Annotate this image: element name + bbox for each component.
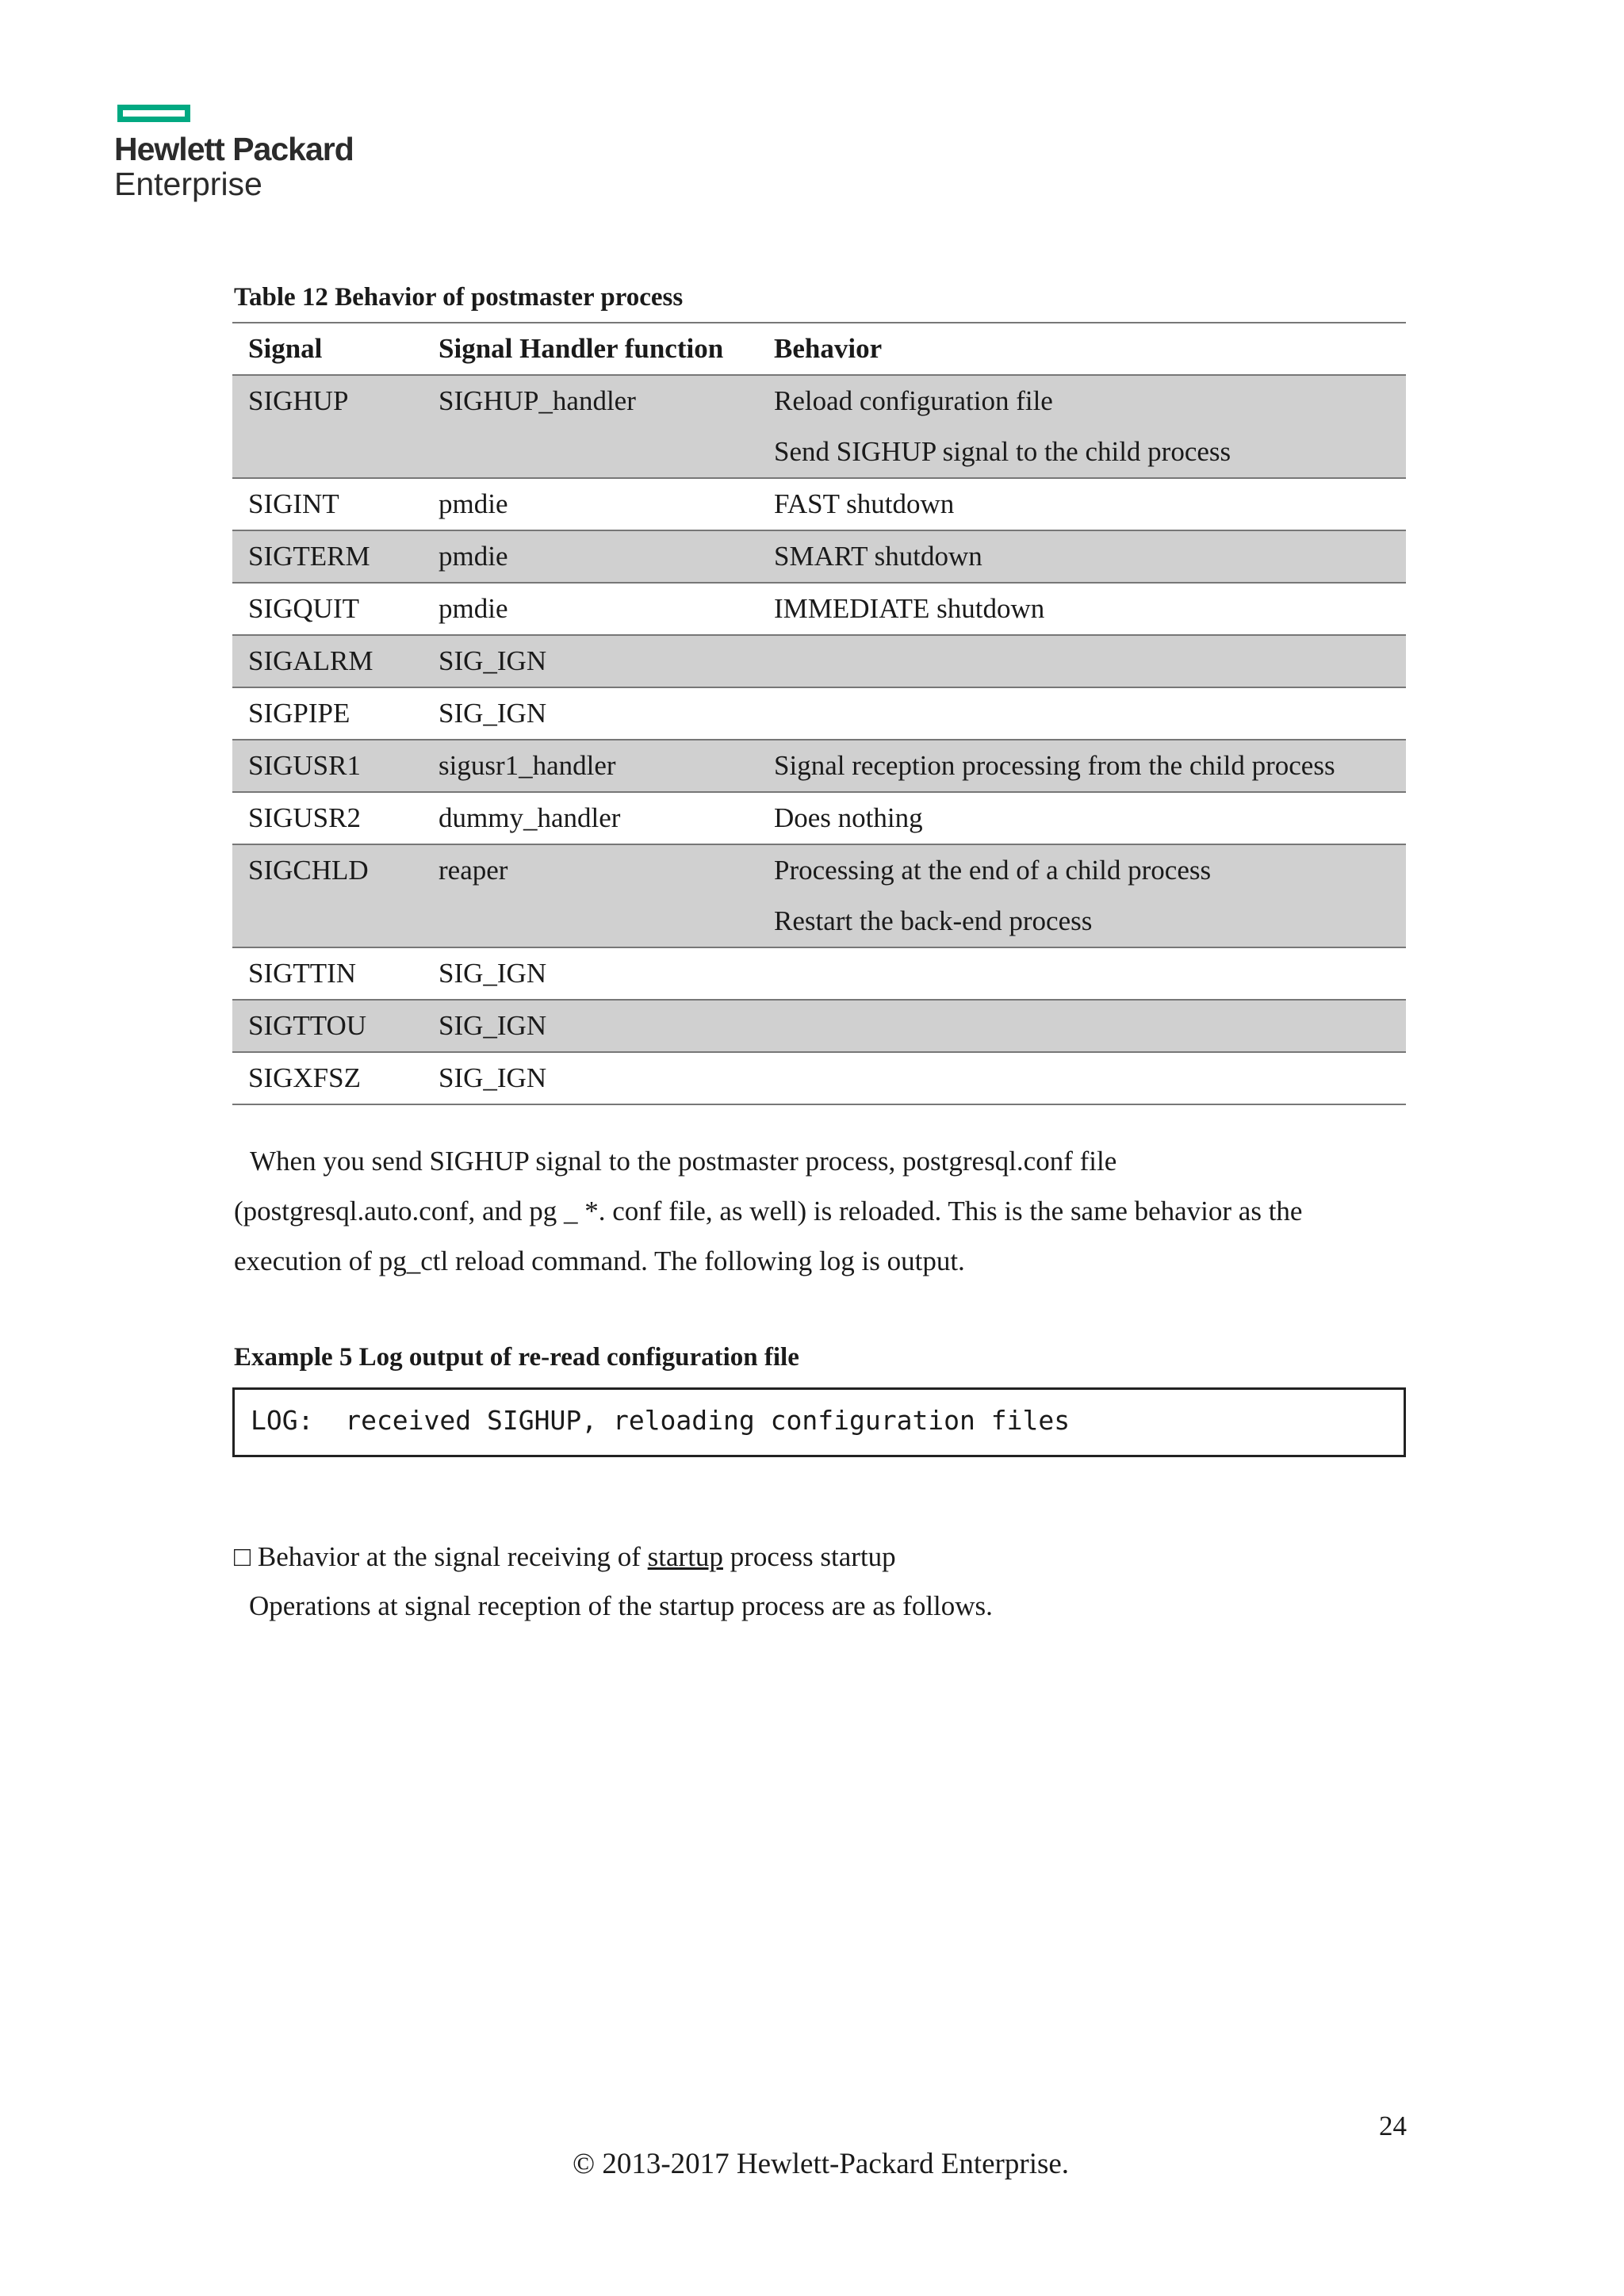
- cell-signal: SIGTTIN: [248, 958, 357, 989]
- cell-behavior: FAST shutdown: [774, 488, 955, 519]
- behavior-line: Restart the back-end process: [774, 905, 1093, 936]
- table-row: [232, 740, 1406, 792]
- cell-handler: SIG_IGN: [439, 645, 547, 676]
- cell-handler: SIG_IGN: [439, 698, 547, 729]
- cell-behavior: [758, 687, 1406, 740]
- copyright-footer: © 2013-2017 Hewlett-Packard Enterprise.: [572, 2148, 1070, 2180]
- cell-behavior: [758, 375, 1406, 478]
- table-row: [232, 635, 1406, 687]
- header-signal: Signal: [248, 333, 323, 364]
- cell-handler: SIGHUP_handler: [439, 385, 636, 416]
- table-row: [232, 687, 1406, 740]
- cell-handler: SIG_IGN: [439, 1062, 547, 1093]
- cell-behavior: [758, 1052, 1406, 1104]
- cell-handler: reaper: [439, 855, 508, 886]
- cell-behavior: [758, 947, 1406, 1000]
- paragraph-line: (postgresql.auto.conf, and pg _ *. conf file, as well) is reloaded. This is the same behavior as the: [234, 1196, 1303, 1226]
- page-number: 24: [1379, 2110, 1407, 2141]
- hpe-logo: [114, 105, 354, 201]
- example-caption: Example 5 Log output of re-read configuration file: [234, 1343, 799, 1372]
- table-row: [232, 844, 1406, 947]
- bullet-item: [234, 1533, 896, 1581]
- table-row: [232, 947, 1406, 1000]
- table-row: [232, 1052, 1406, 1104]
- cell-behavior: [758, 1000, 1406, 1052]
- cell-signal: SIGTERM: [248, 541, 370, 572]
- cell-behavior: SMART shutdown: [774, 541, 982, 572]
- body-paragraph: [234, 1136, 1408, 1286]
- cell-handler: dummy_handler: [439, 802, 621, 833]
- cell-behavior: [758, 844, 1406, 947]
- cell-signal: SIGUSR2: [248, 802, 361, 833]
- cell-signal: SIGALRM: [248, 645, 373, 676]
- cell-handler: sigusr1_handler: [439, 750, 616, 781]
- header-handler: Signal Handler function: [439, 333, 724, 364]
- table-row: [232, 1000, 1406, 1052]
- table-row: [232, 478, 1406, 530]
- hpe-logo-mark: [117, 105, 190, 122]
- cell-signal: SIGXFSZ: [248, 1062, 361, 1093]
- behavior-line: Reload configuration file: [774, 385, 1053, 416]
- behavior-line: Send SIGHUP signal to the child process: [774, 436, 1231, 467]
- table-row: [232, 792, 1406, 844]
- paragraph-line: When you send SIGHUP signal to the postmaster process, postgresql.conf file: [250, 1146, 1117, 1177]
- cell-handler: SIG_IGN: [439, 958, 547, 989]
- table-row: [232, 375, 1406, 478]
- checkbox-square-icon: □: [234, 1541, 251, 1572]
- cell-signal: SIGHUP: [248, 385, 349, 416]
- cell-handler: pmdie: [439, 488, 508, 519]
- cell-signal: SIGQUIT: [248, 593, 359, 624]
- cell-signal: SIGCHLD: [248, 855, 369, 886]
- cell-signal: SIGPIPE: [248, 698, 350, 729]
- startup-link[interactable]: startup: [647, 1541, 723, 1572]
- cell-signal: SIGINT: [248, 488, 339, 519]
- cell-behavior: Does nothing: [774, 802, 923, 833]
- bullet-text-after: process startup: [722, 1541, 896, 1572]
- cell-behavior: [758, 635, 1406, 687]
- header-behavior: Behavior: [774, 333, 883, 364]
- cell-signal: SIGUSR1: [248, 750, 361, 781]
- behavior-line: Processing at the end of a child process: [774, 855, 1212, 886]
- logo-text-line2: Enterprise: [114, 166, 262, 202]
- bullet-text-before: Behavior at the signal receiving of: [257, 1541, 648, 1572]
- cell-handler: pmdie: [439, 541, 508, 572]
- cell-handler: pmdie: [439, 593, 508, 624]
- log-code-block: LOG: received SIGHUP, reloading configuration files: [232, 1387, 1406, 1457]
- cell-behavior: Signal reception processing from the child process: [774, 750, 1335, 781]
- table-row: [232, 530, 1406, 583]
- cell-signal: SIGTTOU: [248, 1010, 367, 1041]
- signal-table: [232, 322, 1406, 1105]
- table-header-row: [232, 323, 1406, 375]
- table-caption: Table 12 Behavior of postmaster process: [234, 283, 684, 312]
- cell-behavior: IMMEDIATE shutdown: [774, 593, 1045, 624]
- cell-handler: SIG_IGN: [439, 1010, 547, 1041]
- logo-text-line1: Hewlett Packard: [114, 131, 354, 167]
- bullet-subtext: Operations at signal reception of the startup process are as follows.: [249, 1590, 993, 1621]
- paragraph-line: execution of pg_ctl reload command. The following log is output.: [234, 1246, 965, 1276]
- table-row: [232, 583, 1406, 635]
